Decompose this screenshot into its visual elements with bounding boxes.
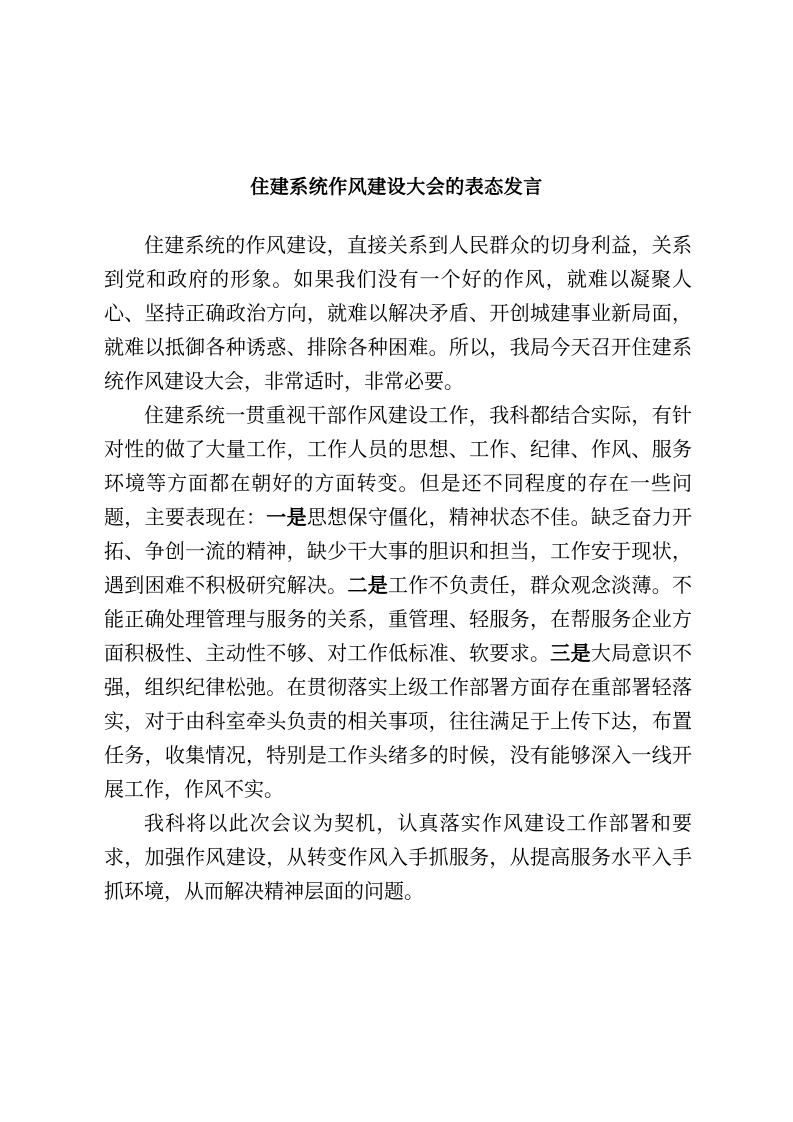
- paragraph-problems: [104, 398, 692, 806]
- paragraph-commitment: [104, 806, 692, 908]
- point-two-label: 二是: [347, 573, 389, 597]
- paragraph-text: 我科将以此次会议为契机，认真落实作风建设工作部署和要求，加强作风建设，从转变作风入手抓服务，从提高服务水平入手抓环境，从而解决精神层面的问题。: [104, 811, 692, 903]
- point-three-text: 大局意识不强，组织纪律松弛。在贯彻落实上级工作部署方面存在重部署轻落实，对于由科室牵头负责的相关事项，往往满足于上传下达，布置任务，收集情况，特别是工作头绪多的时候，没有能够深入一线开展工作，作风不实。: [104, 641, 693, 801]
- point-three-label: 三是: [550, 641, 591, 665]
- point-one-label: 一是: [266, 505, 307, 529]
- point-one-text: 思想保守僵化，精神状态不佳。缺乏奋力开拓、争创一流的精神，缺少干大事的胆识和担当，工作安于现状，遇到困难不积极研究解决。: [104, 505, 693, 597]
- document-body: [104, 228, 692, 908]
- point-two-text: 工作不负责任，群众观念淡薄。不能正确处理管理与服务的关系，重管理、轻服务，在帮服务企业方面积极性、主动性不够、对工作低标准、软要求。: [104, 573, 693, 665]
- paragraph-text: 住建系统的作风建设，直接关系到人民群众的切身利益，关系到党和政府的形象。如果我们没有一个好的作风，就难以凝聚人心、坚持正确政治方向，就难以解决矛盾、开创城建事业新局面，就难以抵御各种诱惑、排除各种困难。所以，我局今天召开住建系统作风建设大会，非常适时，非常必要。: [104, 233, 692, 393]
- document-title: 住建系统作风建设大会的表态发言: [250, 176, 543, 198]
- paragraph-intro: [104, 228, 692, 398]
- paragraph-text: 住建系统一贯重视干部作风建设工作，我科都结合实际，有针对性的做了大量工作，工作人员的思想、工作、纪律、作风、服务环境等方面都在朝好的方面转变。但是还不同程度的存在一些问题，主要表现在：: [104, 403, 692, 529]
